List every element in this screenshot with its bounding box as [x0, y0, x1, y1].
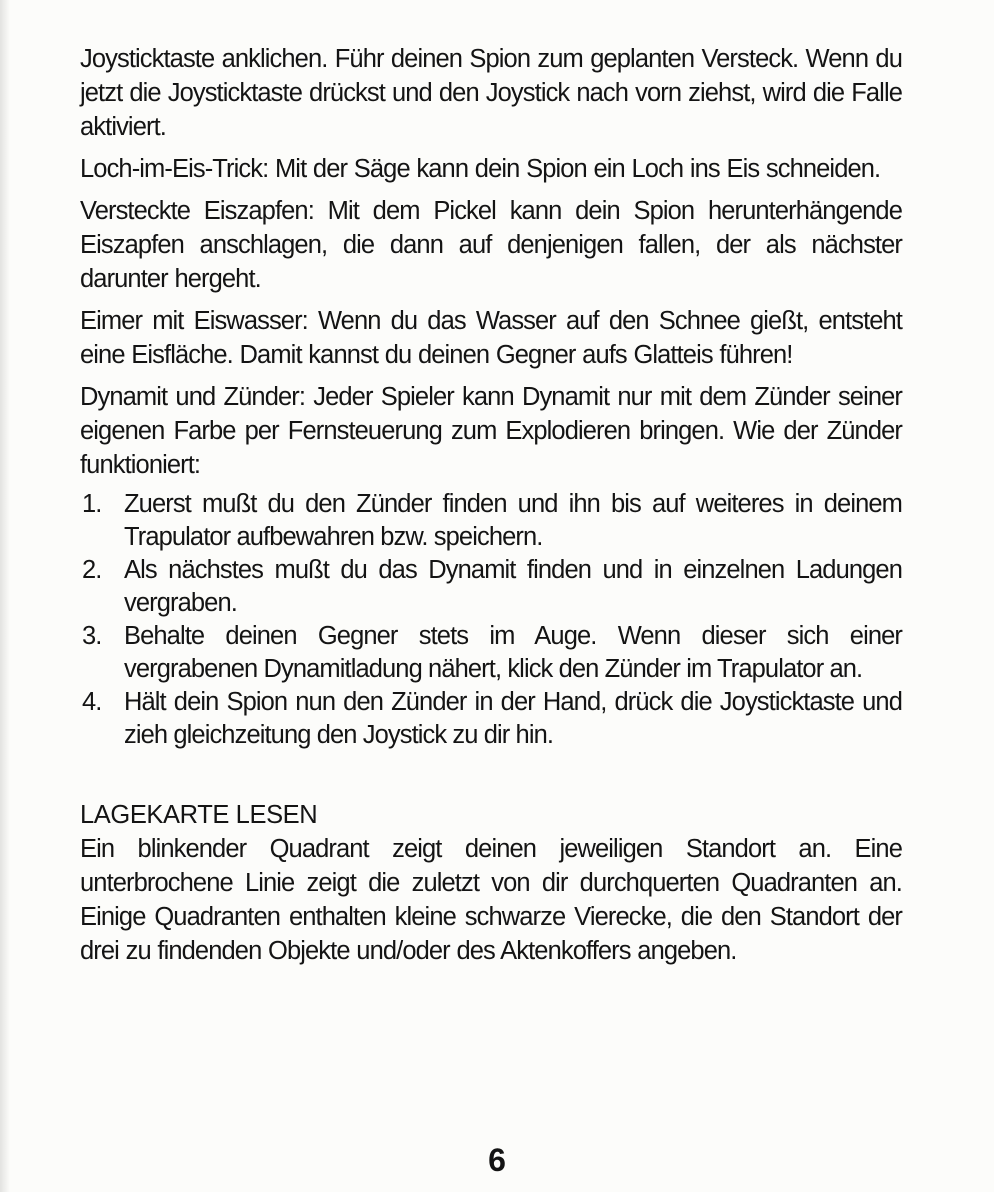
step-number: 3.	[82, 622, 102, 650]
paragraph-ice-water-bucket: Eimer mit Eiswasser: Wenn du das Wasser auf den Schnee gießt, entsteht eine Eisfläche. Damit kannst du deinen Gegner aufs Glatteis führen!	[80, 307, 902, 369]
paragraph-ice-hole-trick: Loch-im-Eis-Trick: Mit der Säge kann dein Spion ein Loch ins Eis schneiden.	[80, 155, 881, 183]
paragraph-hidden-icicles: Versteckte Eiszapfen: Mit dem Pickel kann dein Spion herunterhängende Eiszapfen anschlagen, die dann auf denjenigen fallen, der als nächster darunter hergeht.	[80, 197, 902, 293]
list-item	[80, 554, 902, 620]
step-text: Als nächstes mußt du das Dynamit finden und in einzelnen Ladungen vergraben.	[124, 556, 902, 617]
paragraph-trap-activation: Joysticktaste anklichen. Führ deinen Spion zum geplanten Versteck. Wenn du jetzt die Joysticktaste drückst und den Joystick nach vorn ziehst, wird die Falle aktiviert.	[80, 45, 902, 141]
section-heading: LAGEKARTE LESEN	[80, 801, 318, 829]
step-text: Hält dein Spion nun den Zünder in der Hand, drück die Joysticktaste und zieh gleichzeitung den Joystick zu dir hin.	[124, 688, 902, 749]
page-number: 6	[488, 1142, 506, 1178]
detonator-steps-list	[80, 488, 902, 752]
step-text: Behalte deinen Gegner stets im Auge. Wenn dieser sich einer vergrabenen Dynamitladung nähert, klick den Zünder im Trapulator an.	[124, 622, 902, 683]
list-item	[80, 686, 902, 752]
page-content	[80, 42, 902, 968]
step-number: 4.	[82, 688, 102, 716]
step-number: 2.	[82, 556, 102, 584]
list-item	[80, 488, 902, 554]
section-body: Ein blinkender Quadrant zeigt deinen jeweiligen Standort an. Eine unterbrochene Linie zeigt die zuletzt von dir durchquerten Quadranten an. Einige Quadranten enthalten kleine schwarze Vierecke, die den Standort der drei zu findenden Objekte und/oder des Aktenkoffers angeben.	[80, 835, 902, 965]
list-item	[80, 620, 902, 686]
paragraph-dynamite-detonator: Dynamit und Zünder: Jeder Spieler kann Dynamit nur mit dem Zünder seiner eigenen Farbe per Fernsteuerung zum Explodieren bringen. Wie der Zünder funktioniert:	[80, 383, 902, 479]
step-text: Zuerst mußt du den Zünder finden und ihn bis auf weiteres in deinem Trapulator aufbewahren bzw. speichern.	[124, 490, 902, 551]
step-number: 1.	[82, 490, 102, 518]
